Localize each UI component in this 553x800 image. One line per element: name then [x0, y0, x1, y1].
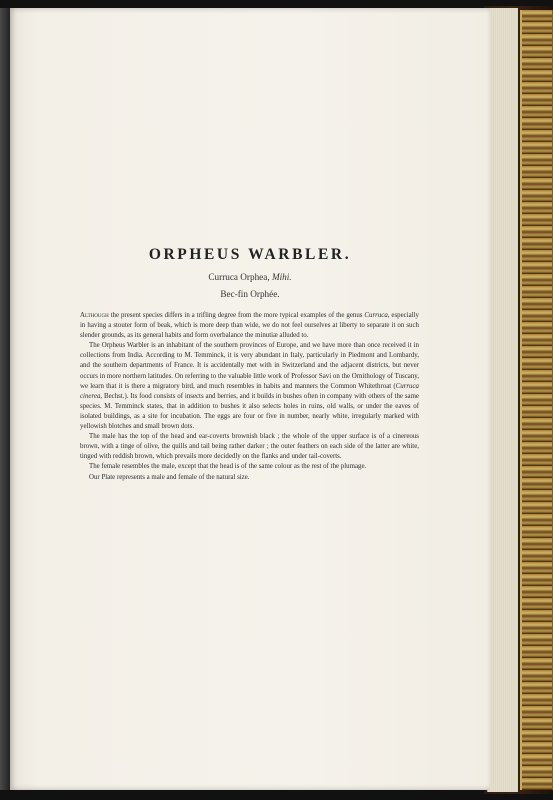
body-text [80, 311, 419, 483]
p1-text-b: , especially in having a stouter form of beak, which is more deep than wide, we do not feel ourselves at liberty to separate it on such slender grounds, as its general habits and form overbalance the minutiæ alluded to. [80, 312, 419, 340]
gilt-decorative-border [520, 10, 553, 790]
dropcap-lead: Although [80, 312, 109, 319]
p2-text-a: The Orpheus Warbler is an inhabitant of the southern provinces of Europe, and we have more than once received it in collections from India. According to M. Temminck, it is very abundant in Italy, particularly in Piedmont and Lombardy, and the southern departments of France. It is accidentally met with in Switzerland and the adjacent districts, but never occurs in more northern latitudes. On referring to the valuable little work of Professor Savi on the Ornithology of Tuscany, we learn that it is there a migratory bird, and much resembles in habits and manners the Common Whitethroat ( [80, 342, 419, 390]
p2-text-b: , Bechst.). Its food consists of insects and berries, and it builds in bushes often in company with others of the same species. M. Temminck states, that in addition to bushes it also selects holes in ruins, old walls, or under the eaves of isolated buildings, as a site for incubation. The eggs are four or five in number, nearly white, irregularly marked with yellowish blotches and small brown dots. [80, 392, 419, 431]
latin-name-line [10, 272, 490, 282]
french-name: Bec-fin Orphée. [220, 289, 280, 299]
page-edges [487, 8, 518, 792]
latin-name: Curruca Orphea, [208, 272, 270, 282]
paragraph-3: The male has the top of the head and ear-coverts brownish black ; the whole of the upper surface is of a cinereous brown, with a tinge of olive, the quills and tail being rather darker ; the outer feathers on each side of the latter are white, tinged with reddish brown, which prevails more decidedly on the flanks and under tail-coverts. [80, 433, 419, 461]
p1-text-a: the present species differs in a trifling degree from the more typical examples of the genus [108, 312, 365, 319]
latin-authority: Mihi. [271, 272, 292, 282]
p2-species: Curruca cinerea [80, 382, 419, 400]
p1-genus: Curruca [364, 312, 388, 319]
paragraph-4: The female resembles the male, except that the head is of the same colour as the rest of the plumage. [89, 463, 367, 471]
paragraph-2 [80, 341, 419, 432]
paragraph-1 [80, 311, 419, 341]
paragraph-5: Our Plate represents a male and female of the natural size. [89, 473, 250, 481]
page-title: ORPHEUS WARBLER. [148, 246, 352, 263]
